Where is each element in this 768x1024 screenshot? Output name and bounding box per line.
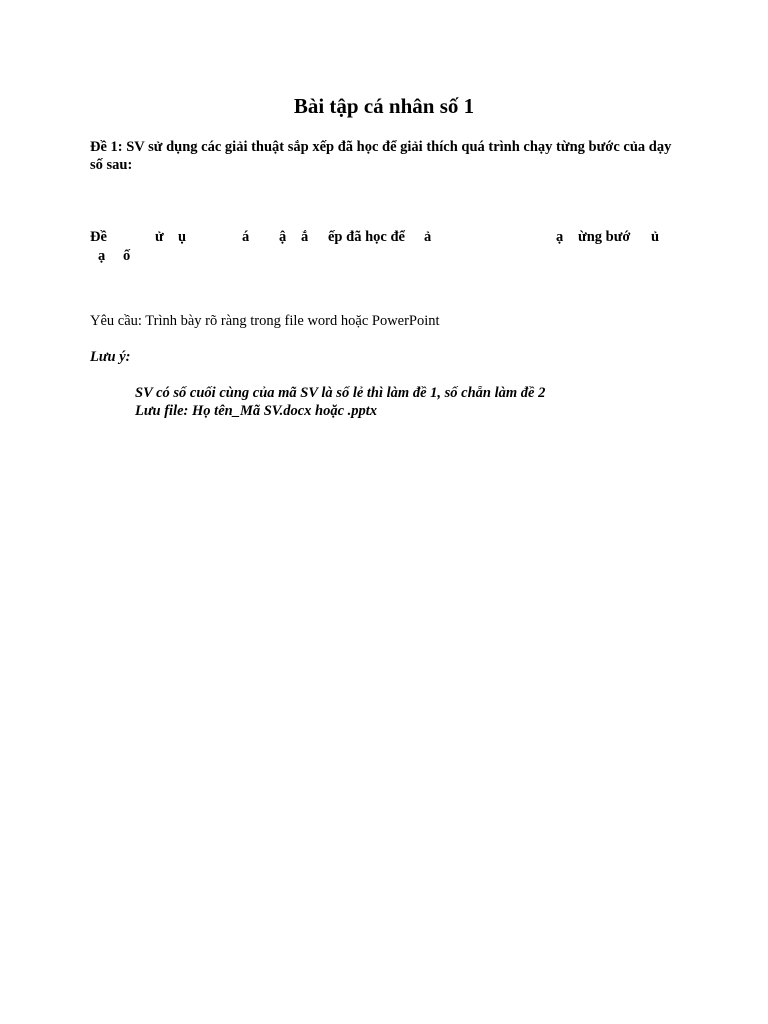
exercise-2-fragment: ụ — [178, 229, 187, 245]
exercise-2-fragment: ố — [123, 248, 131, 264]
requirement-text: Yêu cầu: Trình bày rõ ràng trong file word hoặc PowerPoint — [90, 313, 440, 329]
note-label: Lưu ý: — [90, 349, 131, 365]
exercise-2-fragment: ếp đã học để — [328, 229, 405, 245]
document-title: Bài tập cá nhân số 1 — [293, 94, 475, 118]
exercise-1-text: Đề 1: SV sử dụng các giải thuật sắp xếp đã học để giải thích quá trình chạy từng bước của dạy số sau: — [90, 139, 672, 173]
exercise-2-garbled-text — [90, 228, 690, 272]
notes-list — [135, 384, 545, 420]
exercise-2-fragment: ủ — [651, 229, 660, 245]
exercise-2-fragment: Đề — [90, 229, 107, 245]
exercise-2-fragment: ả — [424, 229, 432, 245]
note-item: SV có số cuối cùng của mã SV là số lẻ thì làm đề 1, số chẵn làm đề 2 — [135, 385, 546, 401]
exercise-2-fragment: ậ — [279, 229, 287, 245]
exercise-2-fragment: ừng bướ — [578, 229, 631, 245]
exercise-2-fragment: ử — [155, 229, 164, 245]
exercise-2-fragment: ạ — [556, 229, 564, 245]
exercise-2-fragment: ắ — [301, 229, 309, 245]
note-item: Lưu file: Họ tên_Mã SV.docx hoặc .pptx — [135, 403, 378, 419]
exercise-2-fragment: á — [242, 229, 250, 245]
exercise-2-fragment: ạ — [98, 248, 106, 264]
